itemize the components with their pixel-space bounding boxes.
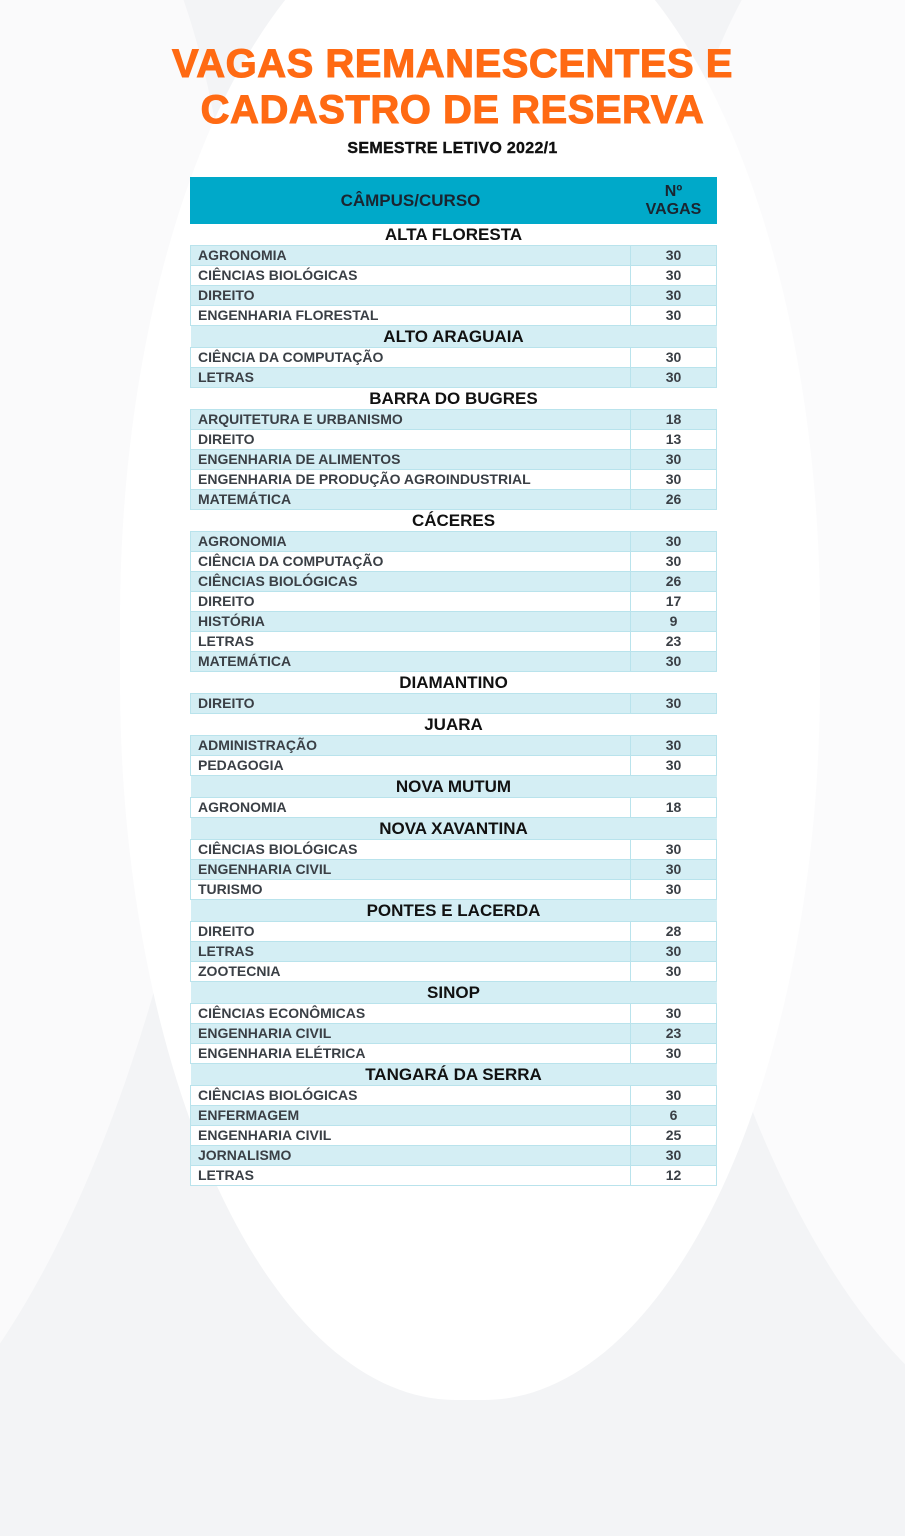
course-vagas: 30 [631, 736, 717, 756]
course-name: LETRAS [191, 942, 631, 962]
campus-row [191, 776, 717, 798]
table-row [191, 1004, 717, 1024]
course-vagas: 28 [631, 922, 717, 942]
header-campus-curso: CÂMPUS/CURSO [191, 178, 631, 224]
table-row [191, 1044, 717, 1064]
course-vagas: 13 [631, 430, 717, 450]
course-name: LETRAS [191, 632, 631, 652]
course-name: AGRONOMIA [191, 246, 631, 266]
campus-row [191, 388, 717, 410]
course-name: ENGENHARIA CIVIL [191, 1024, 631, 1044]
header-vagas [631, 178, 717, 224]
table-row [191, 880, 717, 900]
table-row [191, 840, 717, 860]
campus-name: ALTA FLORESTA [191, 224, 717, 246]
course-name: CIÊNCIAS BIOLÓGICAS [191, 572, 631, 592]
course-vagas: 30 [631, 286, 717, 306]
table-row [191, 860, 717, 880]
vagas-table [190, 177, 717, 1186]
table-row [191, 798, 717, 818]
course-vagas: 30 [631, 652, 717, 672]
table-row [191, 348, 717, 368]
table-row [191, 1086, 717, 1106]
course-vagas: 26 [631, 572, 717, 592]
campus-row [191, 714, 717, 736]
table-row [191, 612, 717, 632]
campus-row [191, 672, 717, 694]
campus-row [191, 510, 717, 532]
course-name: DIREITO [191, 286, 631, 306]
campus-row [191, 1064, 717, 1086]
table-row [191, 922, 717, 942]
course-name: DIREITO [191, 592, 631, 612]
course-name: CIÊNCIAS ECONÔMICAS [191, 1004, 631, 1024]
course-vagas: 30 [631, 942, 717, 962]
campus-name: NOVA MUTUM [191, 776, 717, 798]
course-name: AGRONOMIA [191, 798, 631, 818]
course-name: ENGENHARIA DE ALIMENTOS [191, 450, 631, 470]
course-vagas: 30 [631, 368, 717, 388]
table-row [191, 368, 717, 388]
table-row [191, 736, 717, 756]
table-row [191, 1126, 717, 1146]
table-row [191, 306, 717, 326]
campus-name: DIAMANTINO [191, 672, 717, 694]
course-name: MATEMÁTICA [191, 490, 631, 510]
table-row [191, 1166, 717, 1186]
campus-name: SINOP [191, 982, 717, 1004]
header-vagas-line-2: VAGAS [645, 200, 702, 218]
page-title-line-2: CADASTRO DE RESERVA [200, 88, 705, 132]
course-name: DIREITO [191, 922, 631, 942]
campus-row [191, 224, 717, 246]
table-row [191, 1146, 717, 1166]
table-row [191, 572, 717, 592]
table-row [191, 756, 717, 776]
course-name: ZOOTECNIA [191, 962, 631, 982]
course-vagas: 30 [631, 1044, 717, 1064]
course-vagas: 30 [631, 880, 717, 900]
course-name: ENGENHARIA DE PRODUÇÃO AGROINDUSTRIAL [191, 470, 631, 490]
course-vagas: 30 [631, 860, 717, 880]
course-name: AGRONOMIA [191, 532, 631, 552]
course-name: CIÊNCIA DA COMPUTAÇÃO [191, 348, 631, 368]
table-row [191, 632, 717, 652]
table-body [191, 224, 717, 1186]
course-vagas: 30 [631, 348, 717, 368]
course-vagas: 30 [631, 962, 717, 982]
table-row [191, 694, 717, 714]
course-vagas: 23 [631, 632, 717, 652]
course-vagas: 6 [631, 1106, 717, 1126]
course-vagas: 30 [631, 246, 717, 266]
course-vagas: 30 [631, 450, 717, 470]
campus-name: CÁCERES [191, 510, 717, 532]
campus-row [191, 326, 717, 348]
table-row [191, 942, 717, 962]
table-row [191, 266, 717, 286]
course-name: ADMINISTRAÇÃO [191, 736, 631, 756]
course-name: ENGENHARIA ELÉTRICA [191, 1044, 631, 1064]
course-vagas: 18 [631, 410, 717, 430]
table-row [191, 552, 717, 572]
course-vagas: 30 [631, 1086, 717, 1106]
page-subtitle: SEMESTRE LETIVO 2022/1 [347, 140, 558, 157]
campus-name: JUARA [191, 714, 717, 736]
header-vagas-line-1: Nº [664, 182, 683, 200]
course-vagas: 30 [631, 266, 717, 286]
course-name: HISTÓRIA [191, 612, 631, 632]
campus-name: ALTO ARAGUAIA [191, 326, 717, 348]
campus-row [191, 818, 717, 840]
course-vagas: 30 [631, 470, 717, 490]
course-vagas: 17 [631, 592, 717, 612]
table-row [191, 652, 717, 672]
table-row [191, 532, 717, 552]
table-row [191, 286, 717, 306]
course-vagas: 30 [631, 552, 717, 572]
table-row [191, 450, 717, 470]
course-name: CIÊNCIAS BIOLÓGICAS [191, 840, 631, 860]
course-name: CIÊNCIAS BIOLÓGICAS [191, 1086, 631, 1106]
course-name: TURISMO [191, 880, 631, 900]
table-row [191, 410, 717, 430]
table-row [191, 430, 717, 450]
course-name: ARQUITETURA E URBANISMO [191, 410, 631, 430]
course-name: MATEMÁTICA [191, 652, 631, 672]
course-name: DIREITO [191, 694, 631, 714]
course-name: ENGENHARIA CIVIL [191, 1126, 631, 1146]
table-header-row [191, 178, 717, 224]
campus-row [191, 982, 717, 1004]
course-name: CIÊNCIA DA COMPUTAÇÃO [191, 552, 631, 572]
campus-name: BARRA DO BUGRES [191, 388, 717, 410]
course-vagas: 30 [631, 1146, 717, 1166]
table-row [191, 490, 717, 510]
campus-name: PONTES E LACERDA [191, 900, 717, 922]
course-vagas: 30 [631, 756, 717, 776]
course-vagas: 12 [631, 1166, 717, 1186]
course-vagas: 30 [631, 306, 717, 326]
course-vagas: 9 [631, 612, 717, 632]
course-vagas: 30 [631, 840, 717, 860]
course-name: JORNALISMO [191, 1146, 631, 1166]
course-vagas: 26 [631, 490, 717, 510]
table-row [191, 470, 717, 490]
course-vagas: 30 [631, 1004, 717, 1024]
campus-row [191, 900, 717, 922]
course-vagas: 25 [631, 1126, 717, 1146]
table-row [191, 1106, 717, 1126]
course-vagas: 23 [631, 1024, 717, 1044]
page-title-line-1: VAGAS REMANESCENTES E [172, 42, 733, 86]
course-vagas: 18 [631, 798, 717, 818]
course-name: ENGENHARIA CIVIL [191, 860, 631, 880]
course-name: ENFERMAGEM [191, 1106, 631, 1126]
table-row [191, 962, 717, 982]
course-vagas: 30 [631, 532, 717, 552]
table-row [191, 1024, 717, 1044]
table-row [191, 246, 717, 266]
table-row [191, 592, 717, 612]
course-name: LETRAS [191, 368, 631, 388]
course-vagas: 30 [631, 694, 717, 714]
course-name: PEDAGOGIA [191, 756, 631, 776]
course-name: CIÊNCIAS BIOLÓGICAS [191, 266, 631, 286]
course-name: LETRAS [191, 1166, 631, 1186]
course-name: DIREITO [191, 430, 631, 450]
course-name: ENGENHARIA FLORESTAL [191, 306, 631, 326]
campus-name: TANGARÁ DA SERRA [191, 1064, 717, 1086]
campus-name: NOVA XAVANTINA [191, 818, 717, 840]
